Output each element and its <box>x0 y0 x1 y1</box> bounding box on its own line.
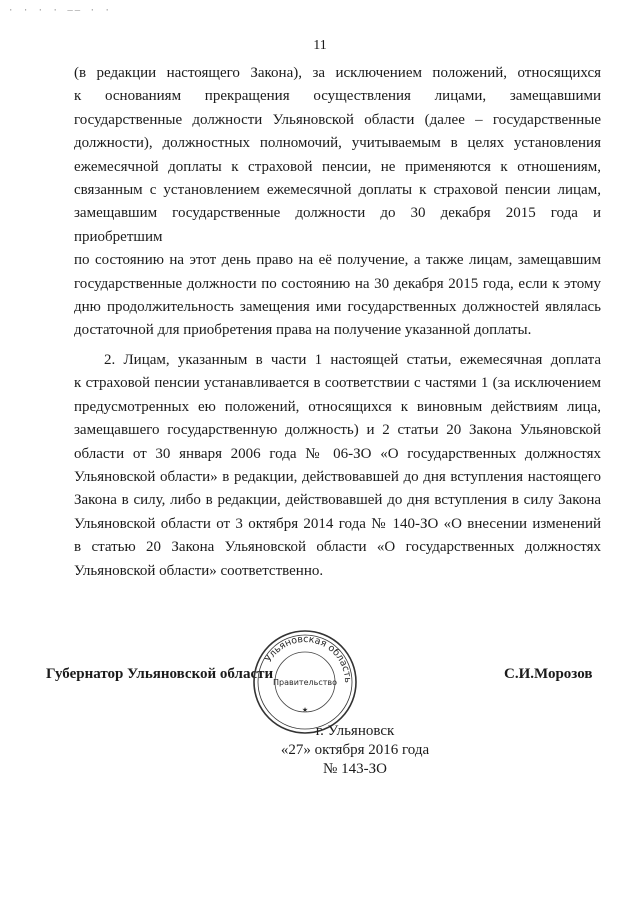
official-seal-icon <box>251 628 359 736</box>
svg-text:Ульяновская область <box>263 634 353 684</box>
text-line: государственные должности Ульяновской области (далее – государственные <box>74 111 601 128</box>
signatory-title: Губернатор Ульяновской области <box>46 666 274 682</box>
text-line: в статью 20 Закона Ульяновской области «О государственных должностях <box>74 539 601 556</box>
text-line: 2. Лицам, указанным в части 1 настоящей статьи, ежемесячная доплата <box>104 351 601 368</box>
text-line: к страховой пенсии устанавливается в соответствии с частями 1 (за исключением <box>74 375 601 392</box>
text-line: государственные должности по состоянию на 30 декабря 2015 года, если к этому <box>74 275 601 292</box>
text-line: Закона в силу, либо в редакции, действовавшей до дня вступления в силу Закона <box>74 492 601 509</box>
text-line: Ульяновской области от 3 октября 2014 года № 140-ЗО «О внесении изменений <box>74 515 601 532</box>
document-body <box>74 62 601 583</box>
svg-text:★: ★ <box>301 706 309 714</box>
seal-ring-text: Ульяновская область <box>263 633 354 684</box>
text-line: (в редакции настоящего Закона), за исключением положений, относящихся <box>74 65 601 81</box>
text-line: достаточной для приобретения права на получение указанной доплаты. <box>74 322 532 339</box>
text-line: замещавшим государственные должности до 30 декабря 2015 года и приобретшим <box>74 205 601 245</box>
text-line: должности), должностных полномочий, учитываемым в целях установления <box>74 135 601 152</box>
page-number: 11 <box>313 38 327 53</box>
text-line: области от 30 января 2006 года № 06-ЗО «О государственных должностях <box>74 445 601 462</box>
text-line: замещавшего государственную должность) и 2 статьи 20 Закона Ульяновской <box>74 422 601 439</box>
text-line: связанным с установлением ежемесячной доплаты к страховой пенсии лицам, <box>74 182 601 199</box>
law-date: «27» октября 2016 года <box>280 742 430 758</box>
text-line: к основаниям прекращения осуществления лицами, замещавшими <box>74 88 601 105</box>
scan-artifact-marks: · · · · —— · · <box>8 6 112 16</box>
text-line: по состоянию на этот день право на её получение, а также лицам, замещавшим <box>74 252 601 269</box>
city-label: г. Ульяновск <box>315 723 395 739</box>
signatory-name: С.И.Морозов <box>504 666 593 682</box>
paragraph-2 <box>74 349 601 583</box>
text-line: предусмотренных ею положений, относящихся к виновным действиям лица, <box>74 398 601 415</box>
paragraph-1 <box>74 62 601 343</box>
text-line: Ульяновской области» в редакции, действовавшей до дня вступления настоящего <box>74 468 601 485</box>
place-and-date-block <box>280 722 430 779</box>
text-line: ежемесячной доплаты к страховой пенсии, не применяются к отношениям, <box>74 158 601 175</box>
text-line: Ульяновской области» соответственно. <box>74 562 324 579</box>
law-number: № 143-ЗО <box>323 761 387 777</box>
text-line: дню продолжительность замещения ими государственных должностей являлась <box>74 299 601 316</box>
seal-center-text: Правительство <box>273 678 337 687</box>
